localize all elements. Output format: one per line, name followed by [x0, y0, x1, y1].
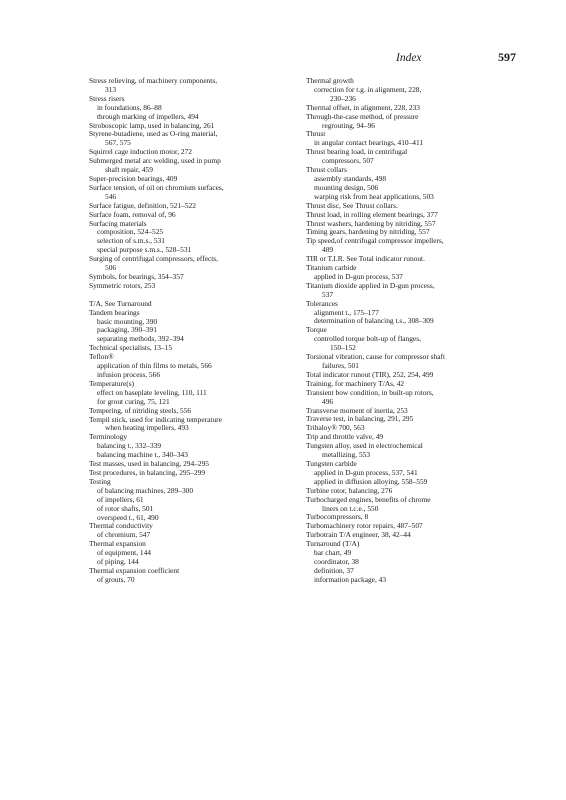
index-entry-line: Traverse test, in balancing, 291, 295 — [306, 414, 414, 424]
index-entry-line: Torsional vibration, cause for compressor shaft — [306, 352, 446, 362]
index-entry-line: Timing gears, hardening by nitriding, 557 — [306, 227, 430, 237]
index-entry-line: Total indicator runout (TIR), 252, 254, 499 — [306, 369, 434, 379]
index-entry-line: applied in D-gun process, 537 — [314, 271, 403, 281]
index-entry-line: applied in diffusion alloying, 558–559 — [314, 476, 428, 486]
index-entry-line: Torque — [306, 325, 327, 335]
index-entry-line: overspeed t., 61, 490 — [97, 512, 159, 522]
index-entry-line: special purpose s.m.s., 528–531 — [97, 245, 192, 255]
index-entry-line: Turbotrain T/A engineer, 38, 42–44 — [306, 530, 411, 540]
index-entry-line: Training, for machinery T/As, 42 — [306, 378, 405, 388]
index-entry-continuation: 496 — [322, 396, 334, 406]
index-entry-line: in angular contact bearings, 410–411 — [314, 138, 424, 148]
index-entry-line: Testing — [89, 476, 111, 486]
index-entry-line: in foundations, 86–88 — [97, 102, 162, 112]
index-entry-line: Tempil stick, used for indicating temperature — [89, 414, 222, 424]
index-entry — [306, 148, 516, 166]
index-entry-line: T/A, See Turnaround — [89, 298, 152, 308]
index-entry-line: Tungsten carbide — [306, 458, 357, 468]
index-entry — [89, 576, 299, 585]
index-entry-line: Styrene-butadiene, used as O-ring material, — [89, 129, 218, 139]
index-entry-line: information package, 43 — [314, 574, 387, 584]
index-entry — [306, 576, 516, 585]
index-entry-line: controlled torque bolt-up of flanges, — [314, 334, 421, 344]
index-entry-continuation: metallizing, 553 — [322, 450, 371, 460]
index-entry-line: Turnaround (T/A) — [306, 539, 360, 549]
index-entry — [306, 317, 516, 326]
index-entry — [306, 282, 516, 300]
index-entry-line: basic mounting, 390 — [97, 316, 158, 326]
index-entry-line: Terminology — [89, 432, 128, 442]
index-entry-continuation: regrouting, 94–96 — [322, 120, 375, 130]
index-entry-continuation: 489 — [322, 245, 334, 255]
index-entry-line: of impellers, 61 — [97, 494, 144, 504]
page-number: 597 — [498, 50, 516, 64]
index-entry-line: through marking of impellers, 494 — [97, 111, 199, 121]
index-entry-line: Trip and throttle valve, 49 — [306, 432, 384, 442]
index-entry-line: of balancing machines, 289–300 — [97, 485, 194, 495]
index-entry-line: determination of balancing t.s., 308–309 — [314, 316, 434, 326]
index-entry-line: of piping, 144 — [97, 557, 139, 567]
index-entry-line: Titanium dioxide applied in D-gun process, — [306, 280, 435, 290]
index-entry-continuation: 506 — [105, 263, 117, 273]
index-entry — [89, 157, 299, 175]
index-entry-line: Super-precision bearings, 409 — [89, 173, 178, 183]
index-entry-line: Thermal offset, in alignment, 228, 233 — [306, 102, 420, 112]
running-header — [396, 50, 516, 65]
index-entry-line: separating methods, 392–394 — [97, 334, 184, 344]
index-entry-line: Thermal growth — [306, 76, 354, 85]
index-entry-line: Thrust collars — [306, 165, 347, 175]
index-entry-line: correction for t.g. in alignment, 228, — [314, 84, 422, 94]
index-entry-line: packaging, 390–391 — [97, 325, 157, 335]
index-entry-line: Tempering, of nitriding steels, 556 — [89, 405, 192, 415]
index-entry-line: Thrust — [306, 129, 326, 139]
index-entry — [89, 255, 299, 273]
index-entry-continuation: 150–152 — [330, 343, 356, 353]
index-entry-line: Stroboscopic lamp, used in balancing, 261 — [89, 120, 215, 130]
index-entry — [306, 335, 516, 353]
index-entry — [306, 86, 516, 104]
index-entry-line: Surface fatigue, definition, 521–522 — [89, 200, 196, 210]
index-entry-line: balancing machine t., 340–343 — [97, 450, 188, 460]
index-entry-line: assembly standards, 498 — [314, 173, 387, 183]
index-entry-line: Transient bow condition, in built-up rotors, — [306, 387, 434, 397]
section-title: Index — [396, 52, 422, 64]
index-entry — [89, 77, 299, 95]
index-entry-line: warping risk from heat applications, 503 — [314, 191, 434, 201]
index-entry-line: Teflon® — [89, 352, 114, 362]
index-entry-line: balancing t., 332–339 — [97, 441, 162, 451]
index-entry-line: Test masses, used in balancing, 294–295 — [89, 459, 209, 469]
index-entry — [306, 389, 516, 407]
index-entry-continuation: failures, 501 — [322, 361, 359, 370]
index-entry-line: Thrust load, in rolling element bearings, 377 — [306, 209, 438, 219]
index-entry-line: selection of s.m.s., 531 — [97, 236, 165, 246]
index-entry-line: coordinator, 38 — [314, 556, 359, 566]
index-entry-line: Test procedures, in balancing, 295–299 — [89, 467, 206, 477]
index-entry-continuation: when heating impellers, 493 — [105, 423, 189, 433]
index-entry-line: definition, 37 — [314, 565, 354, 575]
index-entry-line: Submerged metal arc welding, used in pump — [89, 156, 221, 166]
index-entry-line: Stress relieving, of machinery components, — [89, 76, 218, 85]
index-entry-line: Technical specialists, 13–15 — [89, 343, 173, 353]
index-entry-line: Surfacing materials — [89, 218, 147, 228]
index-entry-continuation: 567, 575 — [105, 138, 131, 148]
index-entry-line: of chromium, 547 — [97, 530, 151, 540]
index-column-right — [306, 77, 516, 585]
index-entry-line: Tribaloy® 700, 563 — [306, 423, 365, 433]
index-entry-line: Temperature(s) — [89, 378, 135, 388]
index-entry-line: infusion process, 566 — [97, 370, 161, 379]
index-entry-line: Symbols, for bearings, 354–357 — [89, 271, 184, 281]
index-entry-line: application of thin films to metals, 566 — [97, 361, 212, 371]
index-entry-line: Thermal expansion coefficient — [89, 565, 180, 575]
index-entry-line: of rotor shafts, 501 — [97, 503, 154, 513]
index-entry-line: composition, 524–525 — [97, 227, 164, 237]
index-entry-line: Surface foam, removal of, 96 — [89, 209, 176, 219]
index-entry-line: Through-the-case method, of pressure — [306, 111, 419, 121]
index-entry-continuation: shaft repair, 459 — [105, 165, 153, 175]
index-entry-line: Transverse moment of inertia, 253 — [306, 405, 408, 415]
index-entry-line: of grouts, 70 — [97, 574, 135, 584]
index-entry-line: Thrust washers, hardening by nitriding, 557 — [306, 218, 436, 228]
index-entry-line: Surface tension, of oil on chromium surfaces, — [89, 182, 224, 192]
index-entry-line: mounting design, 506 — [314, 182, 379, 192]
index-entry — [89, 416, 299, 434]
index-entry — [89, 469, 299, 478]
index-entry-line: Thrust bearing load, in centrifugal — [306, 147, 408, 157]
index-entry-line: Tolerances — [306, 298, 338, 308]
index-entry-line: bar chart, 49 — [314, 548, 352, 558]
index-entry-line: of equipment, 144 — [97, 548, 151, 558]
index-entry-line: Turbocompressors, 8 — [306, 512, 369, 522]
index-entry-continuation: 546 — [105, 191, 117, 201]
index-entry-line: applied in D-gun process, 537, 541 — [314, 467, 418, 477]
index-entry-continuation: 230–236 — [330, 93, 356, 103]
index-entry-line: Turbine rotor, balancing, 276 — [306, 485, 393, 495]
index-entry-line: Tip speed,of centrifugal compressor impellers, — [306, 236, 444, 246]
index-entry-continuation: liners on t.c.e., 550 — [322, 503, 379, 513]
index-entry — [306, 442, 516, 460]
index-entry — [306, 496, 516, 514]
index-entry-line: TIR or T.I.R. See Total indicator runout. — [306, 254, 425, 264]
index-entry-line: effect on baseplate leveling, 110, 111 — [97, 387, 207, 397]
index-entry-line: Thrust disc, See Thrust collars. — [306, 200, 398, 210]
index-entry — [89, 130, 299, 148]
index-entry-line: Tungsten alloy, used in electrochemical — [306, 441, 423, 451]
index-entry — [89, 184, 299, 202]
index-entry-continuation: 313 — [105, 84, 117, 94]
index-entry-line: Stress risers — [89, 93, 125, 103]
index-entry-line: Squirrel cage induction motor, 272 — [89, 147, 192, 157]
index-entry — [306, 113, 516, 131]
index-entry-line: Tandem bearings — [89, 307, 140, 317]
index-entry-line: Turbomachinery rotor repairs, 487–507 — [306, 521, 423, 531]
index-entry-line: Surging of centrifugal compressors, effects, — [89, 254, 219, 264]
index-entry-line: Titanium carbide — [306, 263, 357, 273]
index-entry-continuation: compressors, 507 — [322, 156, 374, 166]
index-entry-line: Thermal expansion — [89, 539, 146, 549]
index-entry-line: alignment t., 175–177 — [314, 307, 379, 317]
index-entry — [89, 344, 299, 353]
index-entry-line: for grout curing, 75, 121 — [97, 396, 170, 406]
index-entry-line: Symmetric rotors, 253 — [89, 280, 156, 290]
index-entry-line: Thermal conductivity — [89, 521, 153, 531]
index-entry — [306, 237, 516, 255]
index-entry — [306, 353, 516, 371]
index-column-left — [89, 77, 299, 585]
index-entry-line: Turbocharged engines, benefits of chrome — [306, 494, 431, 504]
index-entry-continuation: 537 — [322, 289, 334, 299]
index-entry — [89, 282, 299, 291]
